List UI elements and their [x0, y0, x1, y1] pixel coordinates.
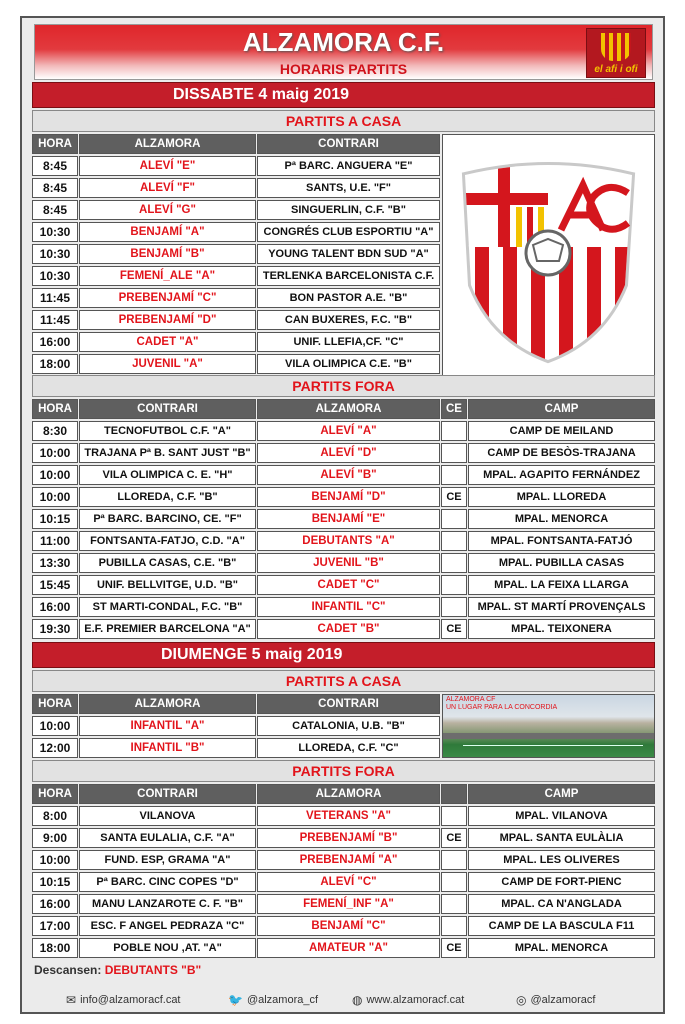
ce-mark: CE [441, 938, 467, 958]
rival-team: POBLE NOU ,AT. "A" [79, 938, 256, 958]
match-hour: 8:30 [32, 421, 78, 441]
alzamora-team: JUVENIL "B" [257, 553, 440, 573]
alzamora-team: ALEVÍ "G" [79, 200, 256, 220]
alzamora-team: ALEVÍ "D" [257, 443, 440, 463]
club-title: ALZAMORA C.F. [242, 27, 445, 57]
match-hour: 10:00 [32, 850, 78, 870]
match-hour: 16:00 [32, 894, 78, 914]
twitter-icon: 🐦 [228, 993, 243, 1007]
rest-label: Descansen: [34, 963, 102, 977]
match-hour: 11:00 [32, 531, 78, 551]
alzamora-team: BENJAMÍ "C" [257, 916, 440, 936]
venue: CAMP DE LA BASCULA F11 [468, 916, 655, 936]
ce-mark [441, 894, 467, 914]
match-hour: 10:15 [32, 509, 78, 529]
footer-twitter[interactable] [228, 993, 318, 1007]
team-header: ALZAMORA [79, 694, 256, 714]
venue: MPAL. TEIXONERA [468, 619, 655, 639]
alzamora-team: JUVENIL "A" [79, 354, 256, 374]
venue: MPAL. SANTA EULÀLIA [468, 828, 655, 848]
rival-team: TECNOFUTBOL C.F. "A" [79, 421, 256, 441]
rival-team: TRAJANA Pª B. SANT JUST "B" [79, 443, 256, 463]
match-hour: 10:00 [32, 487, 78, 507]
day-label: DISSABTE 4 maig 2019 [173, 86, 350, 103]
hour-header: HORA [32, 694, 78, 714]
rival-team: CONGRÉS CLUB ESPORTIU "A" [257, 222, 440, 242]
match-hour: 12:00 [32, 738, 78, 758]
ce-mark [441, 597, 467, 617]
match-hour: 10:15 [32, 872, 78, 892]
alzamora-team: DEBUTANTS "A" [257, 531, 440, 551]
team-header: ALZAMORA [257, 399, 440, 419]
rival-team: CAN BUXERES, F.C. "B" [257, 310, 440, 330]
section-away-saturday: PARTITS FORA [32, 375, 655, 397]
rival-team: FUND. ESP, GRAMA "A" [79, 850, 256, 870]
ce-mark [441, 531, 467, 551]
alzamora-team: CADET "B" [257, 619, 440, 639]
rival-team: Pª BARC. BARCINO, CE. "F" [79, 509, 256, 529]
alzamora-team: FEMENÍ_INF "A" [257, 894, 440, 914]
photo-stand [443, 733, 655, 739]
instagram-icon: ◎ [516, 993, 527, 1007]
rival-team: SANTA EULALIA, C.F. "A" [79, 828, 256, 848]
venue-header: CAMP [468, 784, 655, 804]
rival-header: CONTRARI [257, 134, 440, 154]
venue: MPAL. LLOREDA [468, 487, 655, 507]
rival-header: CONTRARI [79, 399, 256, 419]
match-hour: 8:00 [32, 806, 78, 826]
alzamora-team: INFANTIL "C" [257, 597, 440, 617]
team-header: ALZAMORA [257, 784, 440, 804]
rival-team: CATALONIA, U.B. "B" [257, 716, 440, 736]
poster-header [34, 24, 653, 80]
instagram-text: @alzamoracf [530, 994, 596, 1006]
rival-team: YOUNG TALENT BDN SUD "A" [257, 244, 440, 264]
alzamora-team: BENJAMÍ "B" [79, 244, 256, 264]
rival-team: MANU LANZAROTE C. F. "B" [79, 894, 256, 914]
club-logo [586, 28, 646, 78]
alzamora-team: INFANTIL "B" [79, 738, 256, 758]
schedule-poster [20, 16, 665, 1014]
team-header: ALZAMORA [79, 134, 256, 154]
match-hour: 10:00 [32, 716, 78, 736]
match-hour: 13:30 [32, 553, 78, 573]
logo-text: el afi i ofi [594, 64, 638, 75]
ce-mark: CE [441, 619, 467, 639]
match-hour: 17:00 [32, 916, 78, 936]
venue: MPAL. VILANOVA [468, 806, 655, 826]
ce-mark [441, 850, 467, 870]
ce-mark [441, 916, 467, 936]
venue-header: CAMP [468, 399, 655, 419]
day-label: DIUMENGE 5 maig 2019 [161, 646, 343, 663]
venue: MPAL. LA FEIXA LLARGA [468, 575, 655, 595]
venue: MPAL. LES OLIVERES [468, 850, 655, 870]
rest-note [34, 963, 201, 977]
match-hour: 9:00 [32, 828, 78, 848]
match-hour: 10:30 [32, 222, 78, 242]
match-hour: 11:45 [32, 288, 78, 308]
ce-mark [441, 443, 467, 463]
venue: CAMP DE FORT-PIENC [468, 872, 655, 892]
day-band-saturday [32, 82, 655, 108]
ce-header [441, 784, 467, 804]
section-home-saturday: PARTITS A CASA [32, 110, 655, 132]
venue: MPAL. AGAPITO FERNÁNDEZ [468, 465, 655, 485]
match-hour: 11:45 [32, 310, 78, 330]
globe-icon: ◍ [352, 993, 363, 1007]
footer-email[interactable] [66, 993, 181, 1007]
venue: MPAL. ST MARTÍ PROVENÇALS [468, 597, 655, 617]
contact-footer [22, 990, 663, 1012]
rival-team: BON PASTOR A.E. "B" [257, 288, 440, 308]
footer-instagram[interactable] [516, 993, 595, 1007]
rival-team: FONTSANTA-FATJO, C.D. "A" [79, 531, 256, 551]
email-text: info@alzamoracf.cat [80, 994, 181, 1006]
rival-team: ESC. F ANGEL PEDRAZA "C" [79, 916, 256, 936]
alzamora-team: ALEVÍ "C" [257, 872, 440, 892]
match-hour: 10:00 [32, 465, 78, 485]
rival-team: TERLENKA BARCELONISTA C.F. [257, 266, 440, 286]
alzamora-team: BENJAMÍ "E" [257, 509, 440, 529]
alzamora-team: CADET "A" [79, 332, 256, 352]
ce-header: CE [441, 399, 467, 419]
rival-team: Pª BARC. CINC COPES "D" [79, 872, 256, 892]
venue: MPAL. PUBILLA CASAS [468, 553, 655, 573]
ce-mark [441, 806, 467, 826]
match-hour: 16:00 [32, 597, 78, 617]
venue: MPAL. MENORCA [468, 509, 655, 529]
rival-team: PUBILLA CASAS, C.E. "B" [79, 553, 256, 573]
rival-team: VILA OLIMPICA C. E. "H" [79, 465, 256, 485]
ce-mark [441, 575, 467, 595]
match-hour: 10:30 [32, 244, 78, 264]
twitter-text: @alzamora_cf [246, 994, 319, 1006]
web-text: www.alzamoracf.cat [366, 994, 465, 1006]
rival-team: E.F. PREMIER BARCELONA "A" [79, 619, 256, 639]
rival-team: VILA OLIMPICA C.E. "B" [257, 354, 440, 374]
ce-mark [441, 872, 467, 892]
alzamora-team: INFANTIL "A" [79, 716, 256, 736]
rival-team: UNIF. BELLVITGE, U.D. "B" [79, 575, 256, 595]
crest-icon [443, 135, 654, 375]
alzamora-team: PREBENJAMÍ "D" [79, 310, 256, 330]
hour-header: HORA [32, 784, 78, 804]
venue: MPAL. FONTSANTA-FATJÓ [468, 531, 655, 551]
rest-team: DEBUTANTS "B" [104, 963, 202, 977]
rival-header: CONTRARI [257, 694, 440, 714]
hour-header: HORA [32, 134, 78, 154]
match-hour: 8:45 [32, 200, 78, 220]
rival-team: UNIF. LLEFIA,CF. "C" [257, 332, 440, 352]
alzamora-team: ALEVÍ "E" [79, 156, 256, 176]
ce-mark: CE [441, 487, 467, 507]
alzamora-team: PREBENJAMÍ "C" [79, 288, 256, 308]
poster-subtitle: HORARIS PARTITS [279, 61, 408, 77]
alzamora-team: BENJAMÍ "D" [257, 487, 440, 507]
rival-header: CONTRARI [79, 784, 256, 804]
rival-team: Pª BARC. ANGUERA "E" [257, 156, 440, 176]
photo-caption: ALZAMORA CF UN LUGAR PARA LA CONCORDIA [446, 696, 558, 711]
hour-header: HORA [32, 399, 78, 419]
venue: CAMP DE MEILAND [468, 421, 655, 441]
alzamora-team: VETERANS "A" [257, 806, 440, 826]
alzamora-team: FEMENÍ_ALE "A" [79, 266, 256, 286]
match-hour: 8:45 [32, 178, 78, 198]
rival-team: LLOREDA, C.F. "B" [79, 487, 256, 507]
match-hour: 18:00 [32, 354, 78, 374]
alzamora-team: ALEVÍ "B" [257, 465, 440, 485]
rival-team: VILANOVA [79, 806, 256, 826]
match-hour: 10:00 [32, 443, 78, 463]
alzamora-team: BENJAMÍ "A" [79, 222, 256, 242]
venue: MPAL. MENORCA [468, 938, 655, 958]
alzamora-team: CADET "C" [257, 575, 440, 595]
alzamora-team: PREBENJAMÍ "A" [257, 850, 440, 870]
rival-team: LLOREDA, C.F. "C" [257, 738, 440, 758]
stadium-photo [442, 694, 655, 758]
alzamora-team: PREBENJAMÍ "B" [257, 828, 440, 848]
photo-field-line [463, 745, 643, 746]
ce-mark [441, 509, 467, 529]
section-home-sunday: PARTITS A CASA [32, 670, 655, 692]
venue: CAMP DE BESÒS-TRAJANA [468, 443, 655, 463]
match-hour: 15:45 [32, 575, 78, 595]
footer-web[interactable] [352, 993, 464, 1007]
ce-mark: CE [441, 828, 467, 848]
match-hour: 10:30 [32, 266, 78, 286]
ce-mark [441, 465, 467, 485]
match-hour: 16:00 [32, 332, 78, 352]
envelope-icon: ✉ [66, 993, 77, 1007]
logo-shield-icon [601, 33, 631, 61]
rival-team: SANTS, U.E. "F" [257, 178, 440, 198]
ce-mark [441, 421, 467, 441]
alzamora-team: AMATEUR "A" [257, 938, 440, 958]
club-crest [442, 134, 655, 376]
match-hour: 19:30 [32, 619, 78, 639]
day-band-sunday [32, 642, 655, 668]
ce-mark [441, 553, 467, 573]
alzamora-team: ALEVÍ "F" [79, 178, 256, 198]
alzamora-team: ALEVÍ "A" [257, 421, 440, 441]
rival-team: ST MARTI-CONDAL, F.C. "B" [79, 597, 256, 617]
section-away-sunday: PARTITS FORA [32, 760, 655, 782]
match-hour: 8:45 [32, 156, 78, 176]
rival-team: SINGUERLIN, C.F. "B" [257, 200, 440, 220]
venue: MPAL. CA N'ANGLADA [468, 894, 655, 914]
match-hour: 18:00 [32, 938, 78, 958]
